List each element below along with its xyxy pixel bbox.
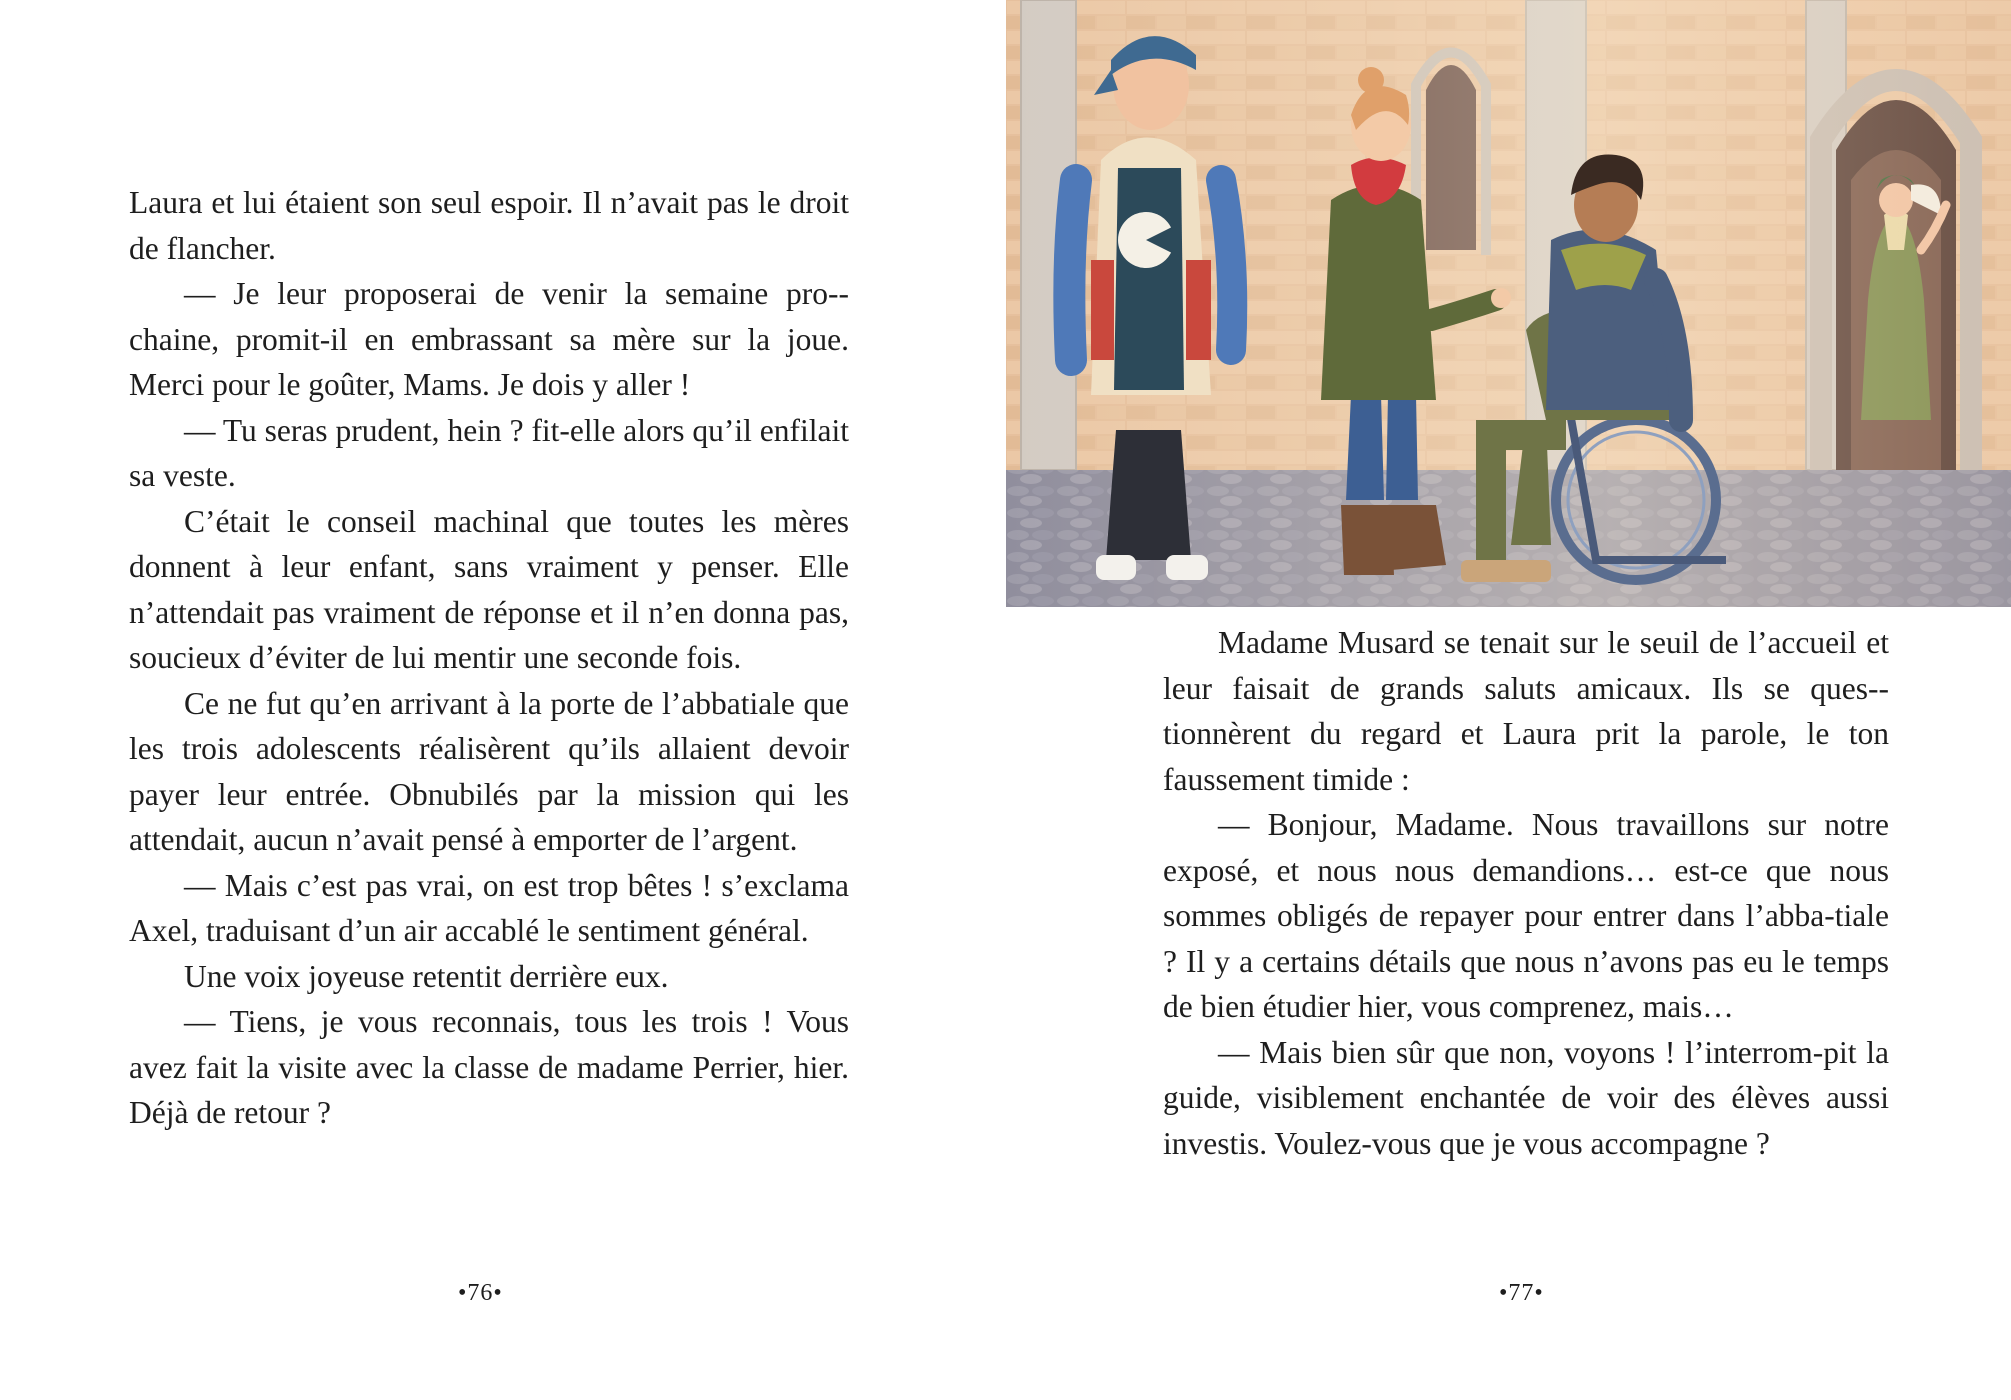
paragraph: Madame Musard se tenait sur le seuil de l’accueil et leur faisait de grands saluts amicaux. Ils se ques-tionnèrent du regard et Laura prit la parole, le ton faussement timide : bbox=[1163, 625, 1889, 797]
abbey-scene-illustration bbox=[1006, 0, 2011, 607]
paragraph: Une voix joyeuse retentit derrière eux. bbox=[184, 958, 669, 994]
paragraph: — Tu seras prudent, hein ? fit-elle alors qu’il enfilait sa veste. bbox=[129, 412, 849, 493]
left-page bbox=[0, 0, 1005, 1400]
paragraph: C’était le conseil machinal que toutes les mères donnent à leur enfant, sans vraiment y penser. Elle n’attendait pas vraiment de réponse et il n’en donna pas, soucieux d’éviter de lui mentir une seconde fois. bbox=[129, 503, 849, 675]
left-page-text bbox=[129, 180, 849, 1136]
page-number: •76• bbox=[458, 1280, 503, 1306]
paragraph: — Je leur proposerai de venir la semaine pro-chaine, promit-il en embrassant sa mère sur la joue. Merci pour le goûter, Mams. Je dois y aller ! bbox=[129, 276, 849, 402]
paragraph: — Mais c’est pas vrai, on est trop bêtes ! s’exclama Axel, traduisant d’un air accablé le sentiment général. bbox=[129, 867, 849, 948]
paragraph: — Mais bien sûr que non, voyons ! l’interrom-pit la guide, visiblement enchantée de voir des élèves aussi investis. Voulez-vous que je vous accompagne ? bbox=[1163, 1034, 1889, 1161]
right-page bbox=[1006, 0, 2011, 1400]
right-page-text bbox=[1163, 620, 1889, 1166]
paragraph: — Tiens, je vous reconnais, tous les trois ! Vous avez fait la visite avec la classe de madame Perrier, hier. Déjà de retour ? bbox=[129, 1004, 849, 1130]
illustration bbox=[1006, 0, 2011, 607]
paragraph: Ce ne fut qu’en arrivant à la porte de l’abbatiale que les trois adolescents réalisèrent qu’ils allaient devoir payer leur entrée. Obnubilés par la mission qui les attendait, aucun n’avait pensé à emporter de l’argent. bbox=[129, 685, 849, 857]
paragraph: — Bonjour, Madame. Nous travaillons sur notre exposé, et nous nous demandions… est-ce que nous sommes obligés de repayer pour entrer dans l’abba-tiale ? Il y a certains détails que nous n’avons pas eu le temps de bien étudier hier, vous comprenez, mais… bbox=[1163, 807, 1889, 1024]
page-number: •77• bbox=[1499, 1280, 1544, 1306]
paragraph: Laura et lui étaient son seul espoir. Il n’avait pas le droit de flancher. bbox=[129, 185, 849, 266]
